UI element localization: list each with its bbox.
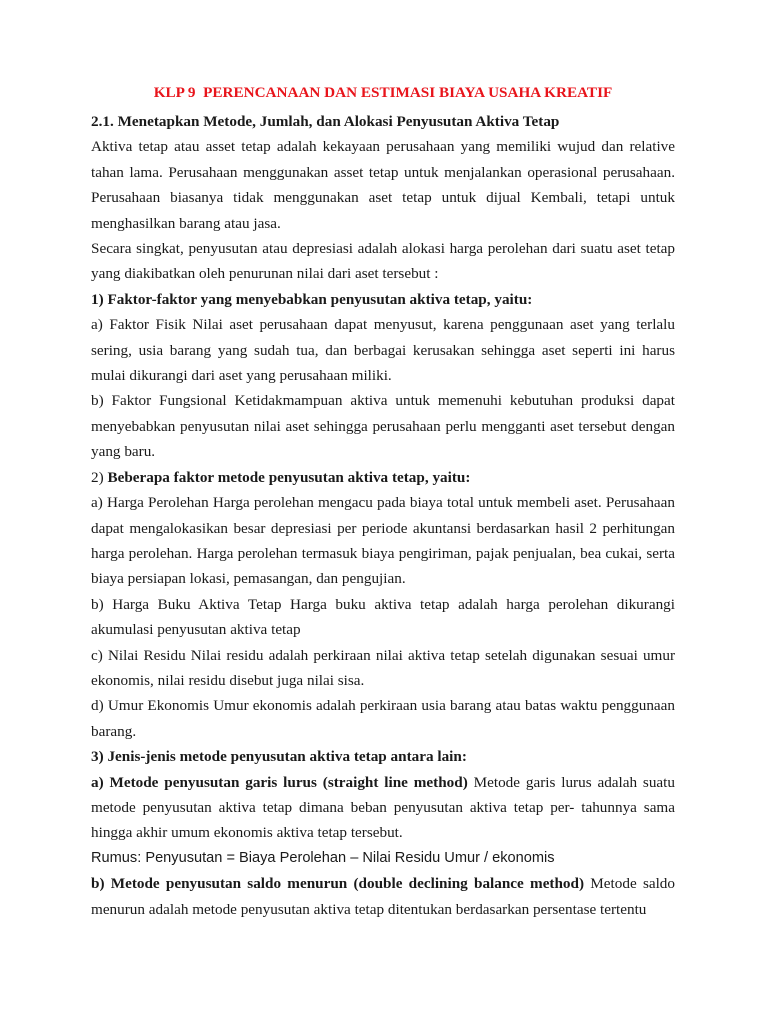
paragraph-intro-1: Aktiva tetap atau asset tetap adalah kekayaan perusahaan yang memiliki wujud dan relative tahan lama. Perusahaan menggunakan asset tetap untuk menjalankan operasional perusahaan. Perusahaan biasanya tidak menggunakan aset tetap untuk dijual Kembali, tetapi untuk menghasilkan barang atau jasa. — [91, 138, 675, 232]
paragraph-rumus: Rumus: Penyusutan = Biaya Perolehan – Nilai Residu Umur / ekonomis — [91, 849, 555, 866]
paragraph-saldo-menurun — [91, 871, 675, 922]
garis-lurus-text: Metode garis lurus adalah suatu metode penyusutan aktiva tetap dimana beban penyusutan aktiva tetap per- tahunnya sama hingga akhir umum ekonomis aktiva tetap tersebut. — [91, 773, 675, 842]
document-title: KLP 9 PERENCANAAN DAN ESTIMASI BIAYA USAHA KREATIF — [153, 84, 613, 101]
heading-faktor-penyusutan: 1) Faktor-faktor yang menyebabkan penyusutan aktiva tetap, yaitu: — [91, 290, 533, 308]
section-heading-2-1: 2.1. Menetapkan Metode, Jumlah, dan Alokasi Penyusutan Aktiva Tetap — [91, 113, 560, 130]
garis-lurus-term: a) Metode penyusutan garis lurus (straight line method) — [91, 773, 468, 791]
heading-faktor-metode-text: Beberapa faktor metode penyusutan aktiva tetap, yaitu: — [107, 468, 471, 486]
paragraph-nilai-residu: c) Nilai Residu Nilai residu adalah perkiraan nilai aktiva tetap setelah digunakan sesuai umur ekonomis, nilai residu disebut juga nilai sisa. — [91, 646, 675, 689]
paragraph-faktor-fungsional: b) Faktor Fungsional Ketidakmampuan aktiva untuk memenuhi kebutuhan produksi dapat menyebabkan penyusutan nilai aset sehingga perusahaan perlu mengganti aset tersebut dengan yang baru. — [91, 392, 675, 461]
paragraph-faktor-fisik: a) Faktor Fisik Nilai aset perusahaan dapat menyusut, karena penggunaan aset yang terlalu sering, usia barang yang sudah tua, dan berbagai kerusakan sehingga aset seperti ini harus mulai dikurangi dari aset yang perusahaan miliki. — [91, 316, 675, 385]
paragraph-intro-2: Secara singkat, penyusutan atau depresiasi adalah alokasi harga perolehan dari suatu aset tetap yang diakibatkan oleh penurunan nilai dari aset tersebut : — [91, 240, 675, 283]
paragraph-harga-perolehan: a) Harga Perolehan Harga perolehan mengacu pada biaya total untuk membeli aset. Perusahaan dapat mengalokasikan besar depresiasi per periode akuntansi berdasarkan hasil 2 perhitungan harga perolehan. Harga perolehan termasuk biaya pengiriman, pajak penjualan, bea cukai, serta biaya persiapan lokasi, pemasangan, dan pengujian. — [91, 494, 675, 588]
heading-faktor-metode-number: 2) — [91, 468, 108, 486]
heading-jenis-metode: 3) Jenis-jenis metode penyusutan aktiva tetap antara lain: — [91, 748, 467, 766]
saldo-menurun-text: Metode saldo menurun adalah metode penyusutan aktiva tetap ditentukan berdasarkan persentase tertentu — [91, 875, 675, 918]
paragraph-umur-ekonomis: d) Umur Ekonomis Umur ekonomis adalah perkiraan usia barang atau batas waktu penggunaan barang. — [91, 697, 675, 740]
document-page — [91, 80, 675, 922]
heading-faktor-metode — [91, 465, 675, 490]
paragraph-harga-buku: b) Harga Buku Aktiva Tetap Harga buku aktiva tetap adalah harga perolehan dikurangi akumulasi penyusutan aktiva tetap — [91, 595, 675, 639]
saldo-menurun-term: b) Metode penyusutan saldo menurun (double declining balance method) — [91, 875, 585, 893]
paragraph-garis-lurus — [91, 770, 675, 846]
